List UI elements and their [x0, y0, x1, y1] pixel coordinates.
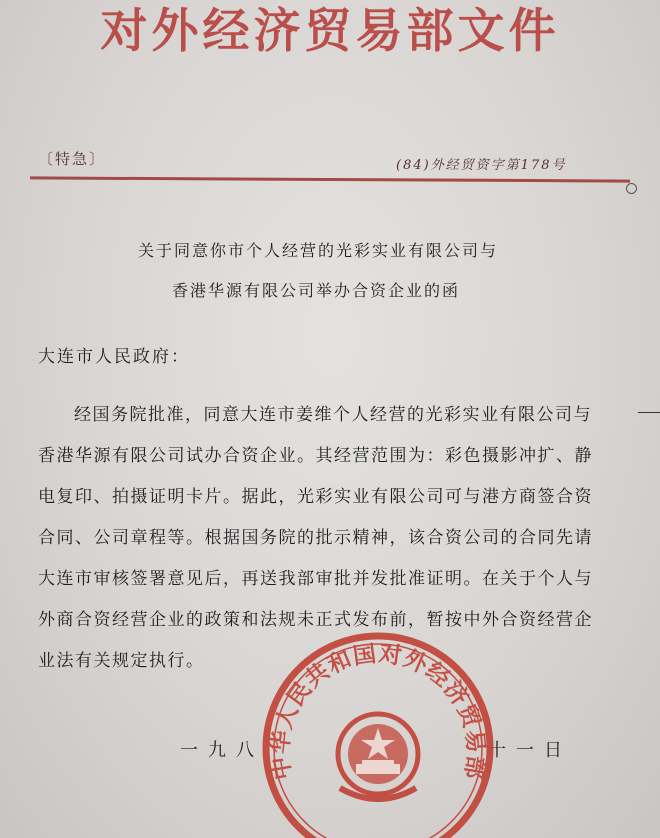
subject-line-1: 关于同意你市个人经营的光彩实业有限公司与 — [138, 241, 499, 260]
body-line: 外商合资经营企业的政策和法规未正式发布前，暂按中外合资经营企 — [38, 610, 593, 630]
masthead-divider — [30, 176, 630, 182]
date-end: 十一日 — [488, 740, 572, 761]
seal-text: 中华人民共和国对外经济贸易部 — [266, 640, 490, 782]
urgency-label: 〔特急〕 — [38, 150, 107, 168]
document-masthead: 对外经济贸易部文件 — [100, 4, 560, 59]
body-line: 大连市审核签署意见后，再送我部审批并发批准证明。在关于个人与 — [38, 569, 593, 589]
body-line: 合同、公司章程等。根据国务院的批示精神，该合资公司的合同先请 — [38, 528, 593, 548]
document-number: (84)外经贸资字第178号 — [396, 158, 567, 173]
margin-mark — [638, 412, 660, 413]
body-line: 电复印、拍摄证明卡片。据此，光彩实业有限公司可与港方商签合资 — [38, 487, 593, 507]
subject-line-2: 香港华源有限公司举办合资企业的函 — [172, 281, 461, 300]
page-corner-mark — [626, 183, 637, 194]
body-line: 业法有关规定执行。 — [38, 651, 205, 671]
body-line: 经国务院批准，同意大连市姜维个人经营的光彩实业有限公司与 — [74, 405, 592, 425]
body-line: 香港华源有限公司试办合资企业。其经营范围为：彩色摄影冲扩、静 — [38, 446, 593, 466]
date-start: 一九八 — [180, 740, 264, 761]
salutation: 大连市人民政府： — [38, 347, 190, 367]
official-seal-icon — [258, 628, 498, 838]
